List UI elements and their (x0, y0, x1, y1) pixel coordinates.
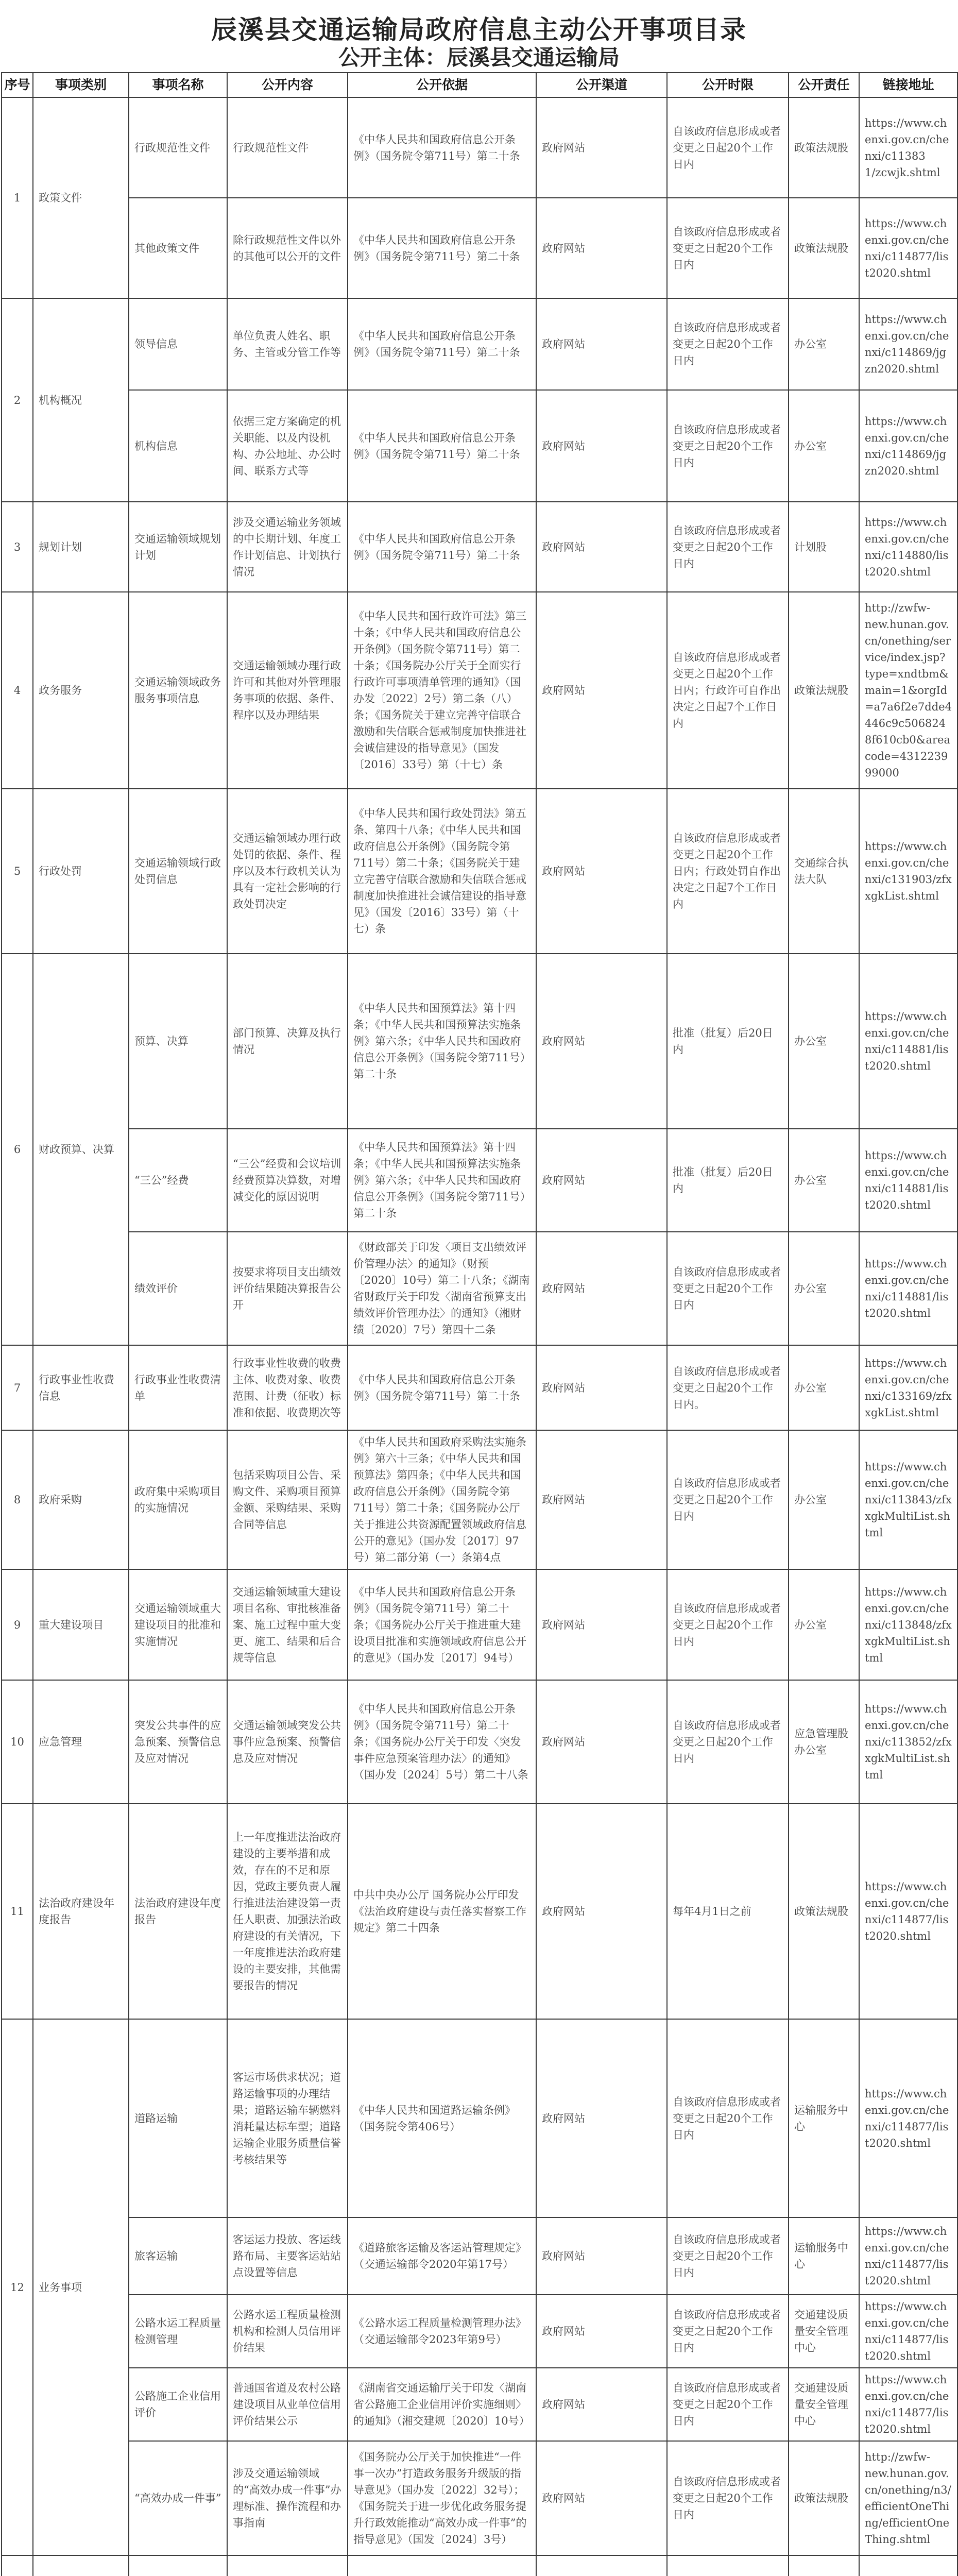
item-basis: 《中华人民共和国政府信息公开条例》（国务院令第711号）第二十条 (348, 1345, 536, 1430)
header-no: 序号 (2, 73, 33, 97)
item-link[interactable]: https://www.chenxi.gov.cn/chenxi/c114877/list2020.shtml (859, 2368, 957, 2441)
table-row (2, 2295, 957, 2368)
item-responsibility: 计划股 (789, 502, 859, 592)
item-basis: 《中华人民共和国政府采购法实施条例》第六十三条；《中华人民共和国预算法》第四条；《中华人民共和国政府信息公开条例》（国务院令第711号）第二十条；《国务院办公厅关于推进公共资源配置领域政府信息公开的意见》（国办发〔2017〕97号）第二部分第（一）条第4点 (348, 1430, 536, 1569)
page-title: 辰溪县交通运输局政府信息主动公开事项目录 (211, 14, 747, 45)
item-name: 行政规范性文件 (129, 97, 227, 198)
item-link[interactable]: https://www.chenxi.gov.cn/chenxi/c114877/list2020.shtml (859, 2217, 957, 2295)
item-basis: 《中华人民共和国政府信息公开条例》（国务院令第711号）第二十条 (348, 390, 536, 502)
table-row (2, 1569, 957, 1680)
item-category: 政务服务 (33, 592, 129, 789)
table-row (2, 1680, 957, 1804)
row-number (2, 2555, 33, 2576)
row-number: 9 (2, 1569, 33, 1680)
table-row (2, 592, 957, 789)
item-time-limit: 批准（批复）后20日内 (667, 1129, 789, 1232)
table-row (2, 2217, 957, 2295)
item-link[interactable]: http://zwfw-new.hunan.gov.cn/onething/service/index.jsp?type=xndtbm&main=1&orgId=a7a6f2e7dde4446c9c5068248f610cb0&areacode=431223999000 (859, 592, 957, 789)
page-subtitle: 公开主体：辰溪县交通运输局 (338, 45, 620, 70)
item-time-limit: 自该政府信息形成或者变更之日起20个工作日内。 (667, 1345, 789, 1430)
item-time-limit: 自该政府信息形成或者变更之日起20个工作日内 (667, 1232, 789, 1345)
item-responsibility: 交通建设质量安全管理中心 (789, 2295, 859, 2368)
item-category: 行政处罚 (33, 789, 129, 954)
item-name: 绩效评价 (129, 1232, 227, 1345)
item-content: “三公”经费和会议培训经费预算决算数，对增减变化的原因说明 (227, 1129, 348, 1232)
item-name: 预算、决算 (129, 954, 227, 1129)
item-channel: 政府网站 (536, 2368, 667, 2441)
table-row (2, 2441, 957, 2555)
item-time-limit: 自该政府信息形成或者变更之日起20个工作日内 (667, 1430, 789, 1569)
item-responsibility: 办公室 (789, 1345, 859, 1430)
item-link[interactable]: https://www.chenxi.gov.cn/chenxi/c114877/list2020.shtml (859, 1804, 957, 2019)
item-content: 公路水运工程质量检测机构和检测人员信用评价结果 (227, 2295, 348, 2368)
item-responsibility: 办公室 (789, 1129, 859, 1232)
item-content: 交通运输领域办理行政许可和其他对外管理服务事项的依据、条件、程序以及办理结果 (227, 592, 348, 789)
table-row (2, 1345, 957, 1430)
item-responsibility: 政策法规股 (789, 97, 859, 198)
item-name: 道路运输 (129, 2019, 227, 2217)
item-category: 法治政府建设年度报告 (33, 1804, 129, 2019)
item-name: 旅客运输 (129, 2217, 227, 2295)
item-content (227, 2555, 348, 2576)
item-time-limit: 批准（批复）后20日内 (667, 954, 789, 1129)
item-link[interactable]: https://www.chenxi.gov.cn/chenxi/c113848/zfxxgkMultiList.shtml (859, 1569, 957, 1680)
item-content: 客运运力投放、客运线路布局、主要客运站站点设置等信息 (227, 2217, 348, 2295)
item-responsibility: 交通建设质量安全管理中心 (789, 2368, 859, 2441)
item-name: 法治政府建设年度报告 (129, 1804, 227, 2019)
item-category: 财政预算、决算 (33, 954, 129, 1345)
item-name: 其他政策文件 (129, 198, 227, 298)
item-link[interactable]: https://www.chenxi.gov.cn/chenxi/c114877/list2020.shtml (859, 198, 957, 298)
item-link[interactable]: https://www.chenxi.gov.cn/chenxi/c11383 1/zcwjk.shtml (859, 97, 957, 198)
item-time-limit: 自该政府信息形成或者变更之日起20个工作日内 (667, 2295, 789, 2368)
row-number: 2 (2, 298, 33, 502)
item-content: 包括采购项目公告、采购文件、采购项目预算金额、采购结果、采购合同等信息 (227, 1430, 348, 1569)
item-name: 交通运输领域行政处罚信息 (129, 789, 227, 954)
item-basis: 《中华人民共和国行政许可法》第三十条；《中华人民共和国政府信息公开条例》（国务院令第711号）第二十条；《国务院办公厅关于全面实行行政许可事项清单管理的通知》（国办发〔2022〕2号）第二条（八）条；《国务院关于建立完善守信联合激励和失信联合惩戒制度加快推进社会诚信建设的指导意见》（国发〔2016〕33号）第（十七）条 (348, 592, 536, 789)
header-row (2, 73, 957, 97)
item-time-limit: 自该政府信息形成或者变更之日起20个工作日内 (667, 2441, 789, 2555)
table-row (2, 1430, 957, 1569)
item-name: 政府集中采购项目的实施情况 (129, 1430, 227, 1569)
item-basis: 《中华人民共和国行政处罚法》第五条、第四十八条；《中华人民共和国政府信息公开条例》（国务院令第711号）第二十条；《国务院关于建立完善守信联合激励和失信联合惩戒制度加快推进社会诚信建设的指导意见》（国发〔2016〕33号）第（十七）条 (348, 789, 536, 954)
item-content: 交通运输领域突发公共事件应急预案、预警信息及应对情况 (227, 1680, 348, 1804)
table-row (2, 390, 957, 502)
item-link[interactable]: https://www.chenxi.gov.cn/chenxi/c113852/zfxxgkMultiList.shtml (859, 1680, 957, 1804)
item-name: 交通运输领域重大建设项目的批准和实施情况 (129, 1569, 227, 1680)
item-channel: 政府网站 (536, 789, 667, 954)
item-responsibility: 政策法规股 (789, 1804, 859, 2019)
header-link: 链接地址 (859, 73, 957, 97)
item-responsibility: 应急管理股办公室 (789, 1680, 859, 1804)
item-content: 单位负责人姓名、职务、主管或分管工作等 (227, 298, 348, 390)
item-content: 行政规范性文件 (227, 97, 348, 198)
item-responsibility: 办公室 (789, 954, 859, 1129)
item-time-limit: 自该政府信息形成或者变更之日起20个工作日内 (667, 2019, 789, 2217)
item-channel: 政府网站 (536, 390, 667, 502)
item-basis: 中共中央办公厅 国务院办公厅印发《法治政府建设与责任落实督察工作规定》第二十四条 (348, 1804, 536, 2019)
item-channel: 政府网站 (536, 502, 667, 592)
item-link[interactable]: https://www.chenxi.gov.cn/chenxi/c114881/list2020.shtml (859, 1129, 957, 1232)
item-content: 普通国省道及农村公路建设项目从业单位信用评价结果公示 (227, 2368, 348, 2441)
item-time-limit (667, 2555, 789, 2576)
item-content: 依据三定方案确定的机关职能、以及内设机构、办公地址、办公时间、联系方式等 (227, 390, 348, 502)
item-time-limit: 自该政府信息形成或者变更之日起20个工作日内 (667, 2368, 789, 2441)
item-channel: 政府网站 (536, 954, 667, 1129)
table-row (2, 198, 957, 298)
item-content: 按要求将项目支出绩效评价结果随决算报告公开 (227, 1232, 348, 1345)
header-time-limit: 公开时限 (667, 73, 789, 97)
item-basis: 《中华人民共和国政府信息公开条例》（国务院令第711号）第二十条 (348, 97, 536, 198)
item-name: 突发公共事件的应急预案、预警信息及应对情况 (129, 1680, 227, 1804)
row-number: 3 (2, 502, 33, 592)
item-channel: 政府网站 (536, 2295, 667, 2368)
item-link[interactable]: https://www.chenxi.gov.cn/chenxi/c114869/jgzn2020.shtml (859, 298, 957, 390)
item-link[interactable]: https://www.chenxi.gov.cn/chenxi/c114869/jgzn2020.shtml (859, 390, 957, 502)
item-content: 上一年度推进法治政府建设的主要举措和成效，存在的不足和原因，党政主要负责人履行推进法治建设第一责任人职责、加强法治政府建设的有关情况，下一年度推进法治政府建设的主要安排，其他需要报告的情况 (227, 1804, 348, 2019)
row-number: 12 (2, 2019, 33, 2555)
item-content: 涉及交通运输领域的“高效办成一件事”办理标准、操作流程和办事指南 (227, 2441, 348, 2555)
item-channel: 政府网站 (536, 2019, 667, 2217)
table-row (2, 502, 957, 592)
item-content: 客运市场供求状况；道路运输事项的办理结果；道路运输车辆燃料消耗量达标车型；道路运输企业服务质量信誉考核结果等 (227, 2019, 348, 2217)
table-row (2, 1129, 957, 1232)
item-time-limit: 自该政府信息形成或者变更之日起20个工作日内 (667, 2217, 789, 2295)
item-name: 公路施工企业信用评价 (129, 2368, 227, 2441)
row-number: 6 (2, 954, 33, 1345)
item-responsibility: 运输服务中心 (789, 2019, 859, 2217)
item-basis: 《中华人民共和国政府信息公开条例》（国务院令第711号）第二十条；《国务院办公厅关于印发〈突发事件应急预案管理办法〉的通知》（国办发〔2024〕5号）第二十八条 (348, 1680, 536, 1804)
item-category: 行政事业性收费信息 (33, 1345, 129, 1430)
item-time-limit: 自该政府信息形成或者变更之日起20个工作日内 (667, 298, 789, 390)
row-number: 8 (2, 1430, 33, 1569)
item-time-limit: 自该政府信息形成或者变更之日起20个工作日内 (667, 502, 789, 592)
item-time-limit: 自该政府信息形成或者变更之日起20个工作日内；行政许可自作出决定之日起7个工作日内 (667, 592, 789, 789)
row-number: 11 (2, 1804, 33, 2019)
table-row (2, 2555, 957, 2576)
item-responsibility: 办公室 (789, 298, 859, 390)
item-basis: 《中华人民共和国政府信息公开条例》（国务院令第711号）第二十条；《国务院办公厅关于推进重大建设项目批准和实施领域政府信息公开的意见》（国办发〔2017〕94号） (348, 1569, 536, 1680)
item-basis: 《财政部关于印发〈项目支出绩效评价管理办法〉的通知》（财预〔2020〕10号）第二十八条；《湖南省财政厅关于印发〈湖南省预算支出绩效评价管理办法〉的通知》（湘财绩〔2020〕7号）第四十二条 (348, 1232, 536, 1345)
row-number: 10 (2, 1680, 33, 1804)
item-name: “三公”经费 (129, 1129, 227, 1232)
item-content: 交通运输领域重大建设项目名称、审批核准备案、施工过程中重大变更、施工、结果和后合规等信息 (227, 1569, 348, 1680)
item-category: 重大建设项目 (33, 1569, 129, 1680)
item-basis: 《公路水运工程质量检测管理办法》（交通运输部令2023年第9号） (348, 2295, 536, 2368)
item-channel: 政府网站 (536, 1129, 667, 1232)
item-channel: 政府网站 (536, 298, 667, 390)
item-time-limit: 自该政府信息形成或者变更之日起20个工作日内；行政处罚自作出决定之日起7个工作日内 (667, 789, 789, 954)
item-channel: 政府网站 (536, 2441, 667, 2555)
item-responsibility: 交通综合执法大队 (789, 789, 859, 954)
row-number: 4 (2, 592, 33, 789)
item-responsibility: 办公室 (789, 390, 859, 502)
table-row (2, 1232, 957, 1345)
item-basis: 《中华人民共和国道路运输条例》（国务院令第406号） (348, 2019, 536, 2217)
item-name: 公路水运工程质量检测管理 (129, 2295, 227, 2368)
item-channel: 政府网站 (536, 2217, 667, 2295)
item-content: 涉及交通运输业务领域的中长期计划、年度工作计划信息、计划执行情况 (227, 502, 348, 592)
item-channel: 政府网站 (536, 1345, 667, 1430)
item-basis (348, 2555, 536, 2576)
table-row (2, 954, 957, 1129)
item-link[interactable]: https://www.chenxi.gov.cn/chenxi/c114880/list2020.shtml (859, 502, 957, 592)
item-responsibility: 办公室 (789, 1430, 859, 1569)
item-channel: 政府网站 (536, 97, 667, 198)
item-time-limit: 自该政府信息形成或者变更之日起20个工作日内 (667, 390, 789, 502)
table-row (2, 2368, 957, 2441)
item-time-limit: 每年4月1日之前 (667, 1804, 789, 2019)
item-content: 除行政规范性文件以外的其他可以公开的文件 (227, 198, 348, 298)
item-category: 规划计划 (33, 502, 129, 592)
item-name (129, 2555, 227, 2576)
item-content: 交通运输领域办理行政处罚的依据、条件、程序以及本行政机关认为具有一定社会影响的行政处罚决定 (227, 789, 348, 954)
item-category: 政策文件 (33, 97, 129, 298)
item-category: 政府采购 (33, 1430, 129, 1569)
item-name: 交通运输领域规划计划 (129, 502, 227, 592)
item-name: 机构信息 (129, 390, 227, 502)
header-basis: 公开依据 (348, 73, 536, 97)
item-responsibility: 政策法规股 (789, 592, 859, 789)
item-name: 交通运输领域政务服务事项信息 (129, 592, 227, 789)
item-responsibility: 政策法规股 (789, 2441, 859, 2555)
item-name: “高效办成一件事” (129, 2441, 227, 2555)
item-link[interactable]: https://www.chenxi.gov.cn/chenxi/c114877/list2020.shtml (859, 2295, 957, 2368)
header-channel: 公开渠道 (536, 73, 667, 97)
item-basis: 《中华人民共和国政府信息公开条例》（国务院令第711号）第二十条 (348, 298, 536, 390)
item-name: 领导信息 (129, 298, 227, 390)
item-content: 部门预算、决算及执行情况 (227, 954, 348, 1129)
item-link[interactable] (859, 2555, 957, 2576)
table-row (2, 2019, 957, 2217)
item-name: 行政事业性收费清单 (129, 1345, 227, 1430)
item-basis: 《国务院办公厅关于加快推进“一件事一次办”打造政务服务升级版的指导意见》（国办发〔2022〕32号）；《国务院关于进一步优化政务服务提升行政效能推动“高效办成一件事”的指导意见》（国发〔2024〕3号） (348, 2441, 536, 2555)
item-category: 机构概况 (33, 298, 129, 502)
item-responsibility: 政策法规股 (789, 198, 859, 298)
header-content: 公开内容 (227, 73, 348, 97)
item-basis: 《湖南省交通运输厅关于印发〈湖南省公路施工企业信用评价实施细则〉的通知》（湘交建规〔2020〕10号） (348, 2368, 536, 2441)
item-basis: 《中华人民共和国政府信息公开条例》（国务院令第711号）第二十条 (348, 502, 536, 592)
row-number: 1 (2, 97, 33, 298)
item-basis: 《中华人民共和国政府信息公开条例》（国务院令第711号）第二十条 (348, 198, 536, 298)
item-content: 行政事业性收费的收费主体、收费对象、收费范围、计费（征收）标准和依据、收费期次等 (227, 1345, 348, 1430)
item-responsibility: 办公室 (789, 1232, 859, 1345)
table-row (2, 298, 957, 390)
item-time-limit: 自该政府信息形成或者变更之日起20个工作日内 (667, 1569, 789, 1680)
row-number: 5 (2, 789, 33, 954)
header-item-name: 事项名称 (129, 73, 227, 97)
item-link[interactable]: https://www.chenxi.gov.cn/chenxi/c131903/zfxxgkList.shtml (859, 789, 957, 954)
item-basis: 《中华人民共和国预算法》第十四条；《中华人民共和国预算法实施条例》第六条；《中华人民共和国政府信息公开条例》（国务院令第711号）第二十条 (348, 1129, 536, 1232)
item-time-limit: 自该政府信息形成或者变更之日起20个工作日内 (667, 198, 789, 298)
item-link[interactable]: https://www.chenxi.gov.cn/chenxi/c114881/list2020.shtml (859, 954, 957, 1129)
table-row (2, 97, 957, 198)
item-link[interactable]: https://www.chenxi.gov.cn/chenxi/c133169/zfxxgkList.shtml (859, 1345, 957, 1430)
table-row (2, 1804, 957, 2019)
item-channel: 政府网站 (536, 1232, 667, 1345)
item-category: 业务事项 (33, 2019, 129, 2555)
header-responsibility: 公开责任 (789, 73, 859, 97)
item-channel: 政府网站 (536, 1680, 667, 1804)
item-responsibility: 运输服务中心 (789, 2217, 859, 2295)
item-category: 应急管理 (33, 1680, 129, 1804)
item-channel: 政府网站 (536, 592, 667, 789)
item-basis: 《道路旅客运输及客运站管理规定》（交通运输部令2020年第17号） (348, 2217, 536, 2295)
item-channel: 政府网站 (536, 1569, 667, 1680)
row-number: 7 (2, 1345, 33, 1430)
item-channel: 政府网站 (536, 1430, 667, 1569)
item-basis: 《中华人民共和国预算法》第十四条；《中华人民共和国预算法实施条例》第六条；《中华人民共和国政府信息公开条例》（国务院令第711号）第二十条 (348, 954, 536, 1129)
catalog-table (1, 72, 958, 2576)
item-link[interactable]: https://www.chenxi.gov.cn/chenxi/c114881/list2020.shtml (859, 1232, 957, 1345)
item-link[interactable]: http://zwfw-new.hunan.gov.cn/onething/n3/efficientOneThing/efficientOneThing.shtml (859, 2441, 957, 2555)
item-channel: 政府网站 (536, 1804, 667, 2019)
item-responsibility (789, 2555, 859, 2576)
item-time-limit: 自该政府信息形成或者变更之日起20个工作日内 (667, 97, 789, 198)
item-link[interactable]: https://www.chenxi.gov.cn/chenxi/c114877/list2020.shtml (859, 2019, 957, 2217)
item-responsibility: 办公室 (789, 1569, 859, 1680)
item-category (33, 2555, 129, 2576)
table-row (2, 789, 957, 954)
item-channel (536, 2555, 667, 2576)
item-link[interactable]: https://www.chenxi.gov.cn/chenxi/c113843/zfxxgkMultiList.shtml (859, 1430, 957, 1569)
item-channel: 政府网站 (536, 198, 667, 298)
header-category: 事项类别 (33, 73, 129, 97)
item-time-limit: 自该政府信息形成或者变更之日起20个工作日内 (667, 1680, 789, 1804)
